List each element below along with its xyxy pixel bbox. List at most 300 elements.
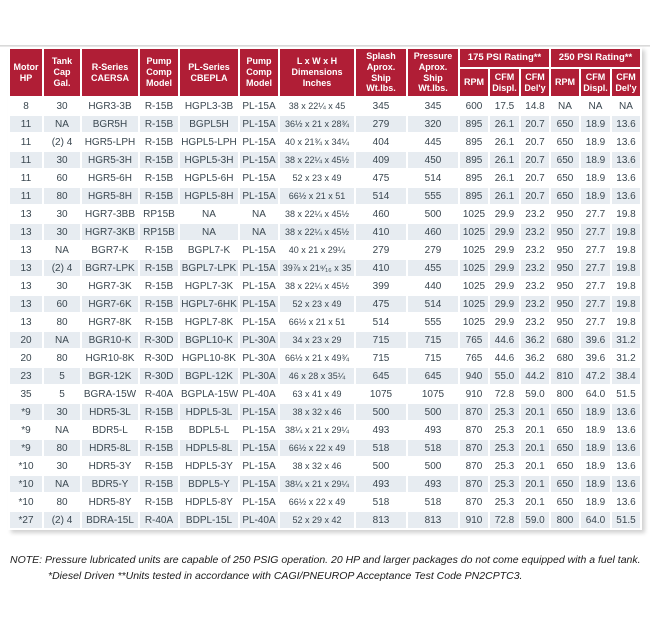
cell-psi250-cfm-dely: 19.8 (612, 278, 640, 294)
sub-header-psi175-1: CFM Displ. (490, 69, 519, 96)
table-row (10, 350, 640, 366)
table-row (10, 314, 640, 330)
cell-pump-comp-model-r: R-15B (140, 170, 178, 186)
cell-psi250-cfm-displ: 18.9 (581, 152, 610, 168)
cell-splash-ship-wt: 645 (356, 368, 406, 384)
cell-pump-comp-model-r: R-15B (140, 152, 178, 168)
cell-pump-comp-model-r: R-30D (140, 368, 178, 384)
cell-pump-comp-model-r: R-15B (140, 134, 178, 150)
cell-r-series-model: BDR5-Y (82, 476, 138, 492)
cell-psi250-cfm-displ: 18.9 (581, 404, 610, 420)
cell-pump-comp-model-r: R-15B (140, 404, 178, 420)
cell-psi175-cfm-displ: 25.3 (490, 494, 519, 510)
cell-psi250-cfm-displ: 27.7 (581, 260, 610, 276)
cell-motor-hp: *10 (10, 458, 42, 474)
cell-pressure-ship-wt: 440 (408, 278, 458, 294)
cell-pressure-ship-wt: 715 (408, 332, 458, 348)
cell-psi250-cfm-displ: 18.9 (581, 116, 610, 132)
cell-pump-comp-model-pl: PL-15A (240, 278, 278, 294)
cell-r-series-model: HDR5-8L (82, 440, 138, 456)
cell-dimensions: 39⅞ x 21⁹⁄₁₆ x 35 (280, 260, 354, 276)
cell-splash-ship-wt: 493 (356, 476, 406, 492)
cell-psi175-cfm-dely: 20.1 (521, 404, 549, 420)
table-row (10, 170, 640, 186)
cell-r-series-model: BGR5H (82, 116, 138, 132)
cell-psi250-cfm-dely: 31.2 (612, 350, 640, 366)
cell-psi250-cfm-dely: 51.5 (612, 386, 640, 402)
header-splash_wt: Splash Aprox. Ship Wt.lbs. (356, 49, 406, 96)
cell-psi250-rpm: 650 (551, 476, 579, 492)
cell-dimensions: 46 x 28 x 35¼ (280, 368, 354, 384)
cell-dimensions: 38¼ x 21 x 29¼ (280, 476, 354, 492)
sub-header-psi250-1: CFM Displ. (581, 69, 610, 96)
cell-dimensions: 66½ x 21 x 49¾ (280, 350, 354, 366)
cell-dimensions: 40 x 21 x 29¼ (280, 242, 354, 258)
cell-splash-ship-wt: 404 (356, 134, 406, 150)
cell-tank-cap: NA (44, 116, 80, 132)
cell-pump-comp-model-r: R-30D (140, 350, 178, 366)
table-row (10, 368, 640, 384)
cell-splash-ship-wt: 279 (356, 116, 406, 132)
cell-splash-ship-wt: 345 (356, 98, 406, 114)
sub-header-psi175-0: RPM (460, 69, 488, 96)
cell-splash-ship-wt: 500 (356, 404, 406, 420)
cell-psi175-cfm-dely: 36.2 (521, 332, 549, 348)
cell-psi175-cfm-displ: 44.6 (490, 350, 519, 366)
cell-dimensions: 34 x 23 x 29 (280, 332, 354, 348)
cell-motor-hp: *10 (10, 494, 42, 510)
cell-psi250-cfm-displ: 27.7 (581, 242, 610, 258)
cell-pump-comp-model-pl: PL-15A (240, 152, 278, 168)
cell-pressure-ship-wt: 813 (408, 512, 458, 528)
cell-pump-comp-model-pl: PL-15A (240, 476, 278, 492)
cell-dimensions: 63 x 41 x 49 (280, 386, 354, 402)
cell-splash-ship-wt: 399 (356, 278, 406, 294)
cell-psi175-cfm-dely: 20.1 (521, 422, 549, 438)
cell-psi175-rpm: 895 (460, 134, 488, 150)
cell-psi175-rpm: 870 (460, 494, 488, 510)
cell-tank-cap: 30 (44, 98, 80, 114)
cell-psi175-cfm-dely: 20.7 (521, 152, 549, 168)
cell-pressure-ship-wt: 555 (408, 314, 458, 330)
cell-r-series-model: HGR7-3BB (82, 206, 138, 222)
table-row (10, 494, 640, 510)
cell-motor-hp: *9 (10, 440, 42, 456)
header-pump_comp_r: Pump Comp Model (140, 49, 178, 96)
cell-tank-cap: 80 (44, 440, 80, 456)
table-row (10, 386, 640, 402)
cell-r-series-model: HDR5-3Y (82, 458, 138, 474)
cell-pump-comp-model-pl: PL-15A (240, 260, 278, 276)
cell-psi175-rpm: 600 (460, 98, 488, 114)
cell-dimensions: 38¼ x 21 x 29¼ (280, 422, 354, 438)
cell-motor-hp: 11 (10, 188, 42, 204)
cell-psi250-cfm-dely: 19.8 (612, 206, 640, 222)
cell-r-series-model: BGR-12K (82, 368, 138, 384)
cell-psi175-rpm: 765 (460, 350, 488, 366)
cell-r-series-model: HGR5-8H (82, 188, 138, 204)
cell-motor-hp: 11 (10, 170, 42, 186)
cell-pl-series-model: BDPL-15L (180, 512, 238, 528)
cell-r-series-model: BGR10-K (82, 332, 138, 348)
table-row (10, 152, 640, 168)
cell-tank-cap: 80 (44, 494, 80, 510)
cell-dimensions: 40 x 21¾ x 34¼ (280, 134, 354, 150)
cell-pl-series-model: NA (180, 206, 238, 222)
cell-psi250-cfm-displ: 27.7 (581, 224, 610, 240)
cell-psi250-rpm: 950 (551, 224, 579, 240)
cell-psi175-rpm: 895 (460, 170, 488, 186)
cell-psi175-cfm-displ: 25.3 (490, 476, 519, 492)
cell-psi250-cfm-displ: 47.2 (581, 368, 610, 384)
header-motor_hp: Motor HP (10, 49, 42, 96)
cell-psi175-rpm: 1025 (460, 296, 488, 312)
cell-psi175-cfm-displ: 55.0 (490, 368, 519, 384)
cell-psi250-cfm-displ: 18.9 (581, 458, 610, 474)
cell-tank-cap: 80 (44, 350, 80, 366)
cell-psi175-rpm: 895 (460, 116, 488, 132)
table-row (10, 296, 640, 312)
cell-psi175-cfm-displ: 25.3 (490, 404, 519, 420)
table-row (10, 476, 640, 492)
cell-dimensions: 66½ x 22 x 49 (280, 494, 354, 510)
cell-pump-comp-model-pl: PL-40A (240, 512, 278, 528)
cell-pl-series-model: HDPL5-8L (180, 440, 238, 456)
cell-tank-cap: 5 (44, 368, 80, 384)
cell-pressure-ship-wt: 514 (408, 170, 458, 186)
cell-r-series-model: HGR5-6H (82, 170, 138, 186)
table-row (10, 206, 640, 222)
cell-pump-comp-model-r: R-15B (140, 422, 178, 438)
cell-splash-ship-wt: 475 (356, 170, 406, 186)
cell-pump-comp-model-pl: NA (240, 224, 278, 240)
cell-r-series-model: HGR7-3KB (82, 224, 138, 240)
cell-psi250-cfm-displ: 18.9 (581, 170, 610, 186)
header-pressure_wt: Pressure Aprox. Ship Wt.lbs. (408, 49, 458, 96)
cell-psi175-rpm: 870 (460, 440, 488, 456)
cell-pl-series-model: HGPL7-3K (180, 278, 238, 294)
cell-pressure-ship-wt: 500 (408, 458, 458, 474)
cell-motor-hp: 13 (10, 314, 42, 330)
cell-splash-ship-wt: 460 (356, 206, 406, 222)
cell-psi250-cfm-dely: 13.6 (612, 116, 640, 132)
cell-psi175-cfm-dely: 20.1 (521, 440, 549, 456)
cell-pl-series-model: HGPL5-LPH (180, 134, 238, 150)
cell-pump-comp-model-r: R-15B (140, 476, 178, 492)
cell-psi175-cfm-dely: 23.2 (521, 314, 549, 330)
cell-pl-series-model: HGPL5-6H (180, 170, 238, 186)
cell-r-series-model: BDRA-15L (82, 512, 138, 528)
sub-header-psi175-2: CFM Del'y (521, 69, 549, 96)
cell-pump-comp-model-r: R-15B (140, 494, 178, 510)
cell-tank-cap: 30 (44, 152, 80, 168)
cell-r-series-model: HDR5-8Y (82, 494, 138, 510)
cell-r-series-model: HDR5-3L (82, 404, 138, 420)
cell-r-series-model: BDR5-L (82, 422, 138, 438)
cell-pump-comp-model-pl: PL-30A (240, 350, 278, 366)
cell-pressure-ship-wt: 279 (408, 242, 458, 258)
cell-tank-cap: 30 (44, 404, 80, 420)
cell-dimensions: 52 x 23 x 49 (280, 296, 354, 312)
cell-pump-comp-model-pl: PL-15A (240, 314, 278, 330)
cell-dimensions: 38 x 22¼ x 45½ (280, 224, 354, 240)
cell-psi250-rpm: 950 (551, 206, 579, 222)
cell-psi250-cfm-dely: 13.6 (612, 458, 640, 474)
cell-psi250-rpm: 650 (551, 170, 579, 186)
cell-r-series-model: HGR7-6K (82, 296, 138, 312)
cell-tank-cap: (2) 4 (44, 260, 80, 276)
cell-pump-comp-model-pl: PL-15A (240, 116, 278, 132)
table-row (10, 458, 640, 474)
cell-psi175-cfm-dely: 20.7 (521, 134, 549, 150)
cell-motor-hp: *9 (10, 422, 42, 438)
cell-psi250-cfm-displ: 18.9 (581, 440, 610, 456)
table-row (10, 242, 640, 258)
cell-pressure-ship-wt: 320 (408, 116, 458, 132)
header-r_series: R-Series CAERSA (82, 49, 138, 96)
cell-tank-cap: 60 (44, 170, 80, 186)
cell-psi250-cfm-dely: 13.6 (612, 494, 640, 510)
table-row (10, 512, 640, 528)
cell-pl-series-model: BGPL7-LPK (180, 260, 238, 276)
cell-motor-hp: 20 (10, 332, 42, 348)
cell-tank-cap: NA (44, 332, 80, 348)
cell-psi250-cfm-displ: 27.7 (581, 206, 610, 222)
cell-pressure-ship-wt: 645 (408, 368, 458, 384)
cell-splash-ship-wt: 409 (356, 152, 406, 168)
cell-psi250-rpm: 950 (551, 260, 579, 276)
cell-pl-series-model: HGPL5-8H (180, 188, 238, 204)
cell-psi175-rpm: 870 (460, 458, 488, 474)
cell-splash-ship-wt: 813 (356, 512, 406, 528)
cell-splash-ship-wt: 475 (356, 296, 406, 312)
cell-pressure-ship-wt: 500 (408, 404, 458, 420)
cell-psi175-rpm: 870 (460, 476, 488, 492)
cell-psi250-cfm-displ: 64.0 (581, 512, 610, 528)
cell-pump-comp-model-r: R-15B (140, 314, 178, 330)
cell-pump-comp-model-r: RP15B (140, 224, 178, 240)
cell-pump-comp-model-pl: PL-15A (240, 440, 278, 456)
cell-psi175-cfm-dely: 23.2 (521, 278, 549, 294)
note-line-2: *Diesel Driven **Units tested in accordance with CAGI/PNEUROP Acceptance Test Code PN2CPTC3. (48, 569, 523, 582)
cell-psi175-cfm-displ: 26.1 (490, 188, 519, 204)
cell-pump-comp-model-r: R-15B (140, 458, 178, 474)
header-dimensions: L x W x H Dimensions Inches (280, 49, 354, 96)
cell-psi250-rpm: NA (551, 98, 579, 114)
cell-pressure-ship-wt: 455 (408, 260, 458, 276)
cell-tank-cap: NA (44, 476, 80, 492)
cell-tank-cap: 80 (44, 314, 80, 330)
cell-psi175-rpm: 895 (460, 152, 488, 168)
cell-motor-hp: 23 (10, 368, 42, 384)
cell-pressure-ship-wt: 514 (408, 296, 458, 312)
cell-tank-cap: 30 (44, 458, 80, 474)
cell-pressure-ship-wt: 493 (408, 422, 458, 438)
cell-psi175-cfm-dely: 14.8 (521, 98, 549, 114)
cell-psi250-cfm-dely: 13.6 (612, 440, 640, 456)
cell-pl-series-model: HDPL5-8Y (180, 494, 238, 510)
cell-pressure-ship-wt: 460 (408, 224, 458, 240)
cell-motor-hp: 11 (10, 152, 42, 168)
cell-psi175-cfm-dely: 23.2 (521, 242, 549, 258)
cell-psi175-cfm-dely: 23.2 (521, 296, 549, 312)
cell-psi175-rpm: 1025 (460, 278, 488, 294)
cell-psi175-rpm: 940 (460, 368, 488, 384)
cell-motor-hp: 13 (10, 224, 42, 240)
cell-psi175-cfm-displ: 26.1 (490, 116, 519, 132)
cell-splash-ship-wt: 410 (356, 260, 406, 276)
cell-psi250-rpm: 650 (551, 116, 579, 132)
cell-pump-comp-model-r: R-30D (140, 332, 178, 348)
cell-psi250-rpm: 950 (551, 314, 579, 330)
header-pump_comp_pl: Pump Comp Model (240, 49, 278, 96)
cell-psi250-cfm-displ: 27.7 (581, 296, 610, 312)
cell-psi175-cfm-displ: 44.6 (490, 332, 519, 348)
cell-psi250-cfm-displ: 39.6 (581, 350, 610, 366)
cell-splash-ship-wt: 715 (356, 332, 406, 348)
cell-dimensions: 38 x 22¼ x 45½ (280, 152, 354, 168)
cell-pump-comp-model-pl: PL-15A (240, 422, 278, 438)
cell-tank-cap: 30 (44, 278, 80, 294)
cell-psi250-cfm-displ: 18.9 (581, 494, 610, 510)
cell-pump-comp-model-r: R-15B (140, 296, 178, 312)
cell-psi250-rpm: 680 (551, 350, 579, 366)
cell-dimensions: 38 x 22¼ x 45½ (280, 206, 354, 222)
cell-psi175-cfm-displ: 26.1 (490, 152, 519, 168)
cell-psi175-cfm-displ: 26.1 (490, 170, 519, 186)
cell-pressure-ship-wt: 345 (408, 98, 458, 114)
cell-psi175-cfm-dely: 23.2 (521, 224, 549, 240)
cell-pump-comp-model-pl: PL-15A (240, 494, 278, 510)
cell-pump-comp-model-r: R-15B (140, 188, 178, 204)
cell-pl-series-model: NA (180, 224, 238, 240)
cell-psi250-rpm: 680 (551, 332, 579, 348)
cell-r-series-model: BGR7-LPK (82, 260, 138, 276)
cell-psi250-rpm: 950 (551, 296, 579, 312)
cell-pl-series-model: BGPL10-K (180, 332, 238, 348)
cell-pump-comp-model-r: R-40A (140, 386, 178, 402)
cell-psi175-cfm-dely: 44.2 (521, 368, 549, 384)
table-row (10, 116, 640, 132)
cell-psi250-cfm-displ: 27.7 (581, 314, 610, 330)
cell-pump-comp-model-r: R-15B (140, 440, 178, 456)
cell-psi250-rpm: 800 (551, 512, 579, 528)
cell-psi250-rpm: 650 (551, 134, 579, 150)
cell-psi250-cfm-dely: 19.8 (612, 242, 640, 258)
cell-dimensions: 38 x 32 x 46 (280, 404, 354, 420)
cell-psi250-rpm: 650 (551, 458, 579, 474)
cell-psi250-rpm: 810 (551, 368, 579, 384)
cell-motor-hp: 13 (10, 242, 42, 258)
footnotes (10, 553, 642, 585)
cell-psi175-rpm: 765 (460, 332, 488, 348)
cell-psi175-cfm-displ: 29.9 (490, 296, 519, 312)
header-tank_cap: Tank Cap Gal. (44, 49, 80, 96)
cell-pl-series-model: HGPL10-8K (180, 350, 238, 366)
cell-psi175-rpm: 895 (460, 188, 488, 204)
cell-dimensions: 66½ x 22 x 49 (280, 440, 354, 456)
cell-pl-series-model: HDPL5-3L (180, 404, 238, 420)
cell-psi250-cfm-dely: 19.8 (612, 224, 640, 240)
cell-splash-ship-wt: 493 (356, 422, 406, 438)
cell-pump-comp-model-r: R-15B (140, 116, 178, 132)
cell-splash-ship-wt: 1075 (356, 386, 406, 402)
cell-psi175-rpm: 1025 (460, 242, 488, 258)
cell-psi175-cfm-dely: 23.2 (521, 260, 549, 276)
cell-psi250-rpm: 800 (551, 386, 579, 402)
cell-psi250-cfm-dely: 13.6 (612, 170, 640, 186)
cell-pump-comp-model-r: R-15B (140, 260, 178, 276)
cell-psi250-cfm-dely: NA (612, 98, 640, 114)
cell-pump-comp-model-pl: PL-15A (240, 98, 278, 114)
cell-psi250-cfm-dely: 13.6 (612, 404, 640, 420)
table-row (10, 98, 640, 114)
cell-r-series-model: BGRA-15W (82, 386, 138, 402)
cell-tank-cap: NA (44, 242, 80, 258)
cell-pump-comp-model-pl: PL-15A (240, 188, 278, 204)
table-row (10, 278, 640, 294)
cell-pl-series-model: HGPL3-3B (180, 98, 238, 114)
cell-r-series-model: HGR5-LPH (82, 134, 138, 150)
cell-psi175-rpm: 1025 (460, 224, 488, 240)
cell-psi175-cfm-displ: 25.3 (490, 422, 519, 438)
cell-dimensions: 36½ x 21 x 28¾ (280, 116, 354, 132)
header-row-top (10, 49, 640, 67)
table-row (10, 224, 640, 240)
cell-psi250-cfm-dely: 19.8 (612, 296, 640, 312)
cell-tank-cap: NA (44, 422, 80, 438)
cell-pump-comp-model-pl: PL-15A (240, 296, 278, 312)
cell-pressure-ship-wt: 555 (408, 188, 458, 204)
cell-tank-cap: 30 (44, 224, 80, 240)
cell-psi250-cfm-displ: 64.0 (581, 386, 610, 402)
cell-psi175-cfm-displ: 29.9 (490, 260, 519, 276)
cell-pump-comp-model-pl: PL-40A (240, 386, 278, 402)
cell-psi175-cfm-displ: 29.9 (490, 314, 519, 330)
table-row (10, 332, 640, 348)
spec-table-container (8, 47, 642, 530)
cell-psi175-rpm: 910 (460, 386, 488, 402)
table-row (10, 422, 640, 438)
cell-pl-series-model: BGPLA-15W (180, 386, 238, 402)
cell-psi250-rpm: 950 (551, 242, 579, 258)
cell-psi250-cfm-displ: 18.9 (581, 188, 610, 204)
header-pl_series: PL-Series CBEPLA (180, 49, 238, 96)
cell-psi175-rpm: 870 (460, 404, 488, 420)
cell-tank-cap: 60 (44, 296, 80, 312)
cell-psi175-rpm: 1025 (460, 206, 488, 222)
cell-psi250-cfm-dely: 19.8 (612, 260, 640, 276)
cell-motor-hp: *9 (10, 404, 42, 420)
table-row (10, 134, 640, 150)
cell-pl-series-model: BGPL7-K (180, 242, 238, 258)
cell-r-series-model: HGR7-3K (82, 278, 138, 294)
cell-psi250-rpm: 950 (551, 278, 579, 294)
cell-psi175-rpm: 1025 (460, 314, 488, 330)
cell-psi175-cfm-dely: 20.7 (521, 188, 549, 204)
cell-pressure-ship-wt: 518 (408, 440, 458, 456)
cell-psi175-cfm-dely: 20.1 (521, 458, 549, 474)
cell-motor-hp: 20 (10, 350, 42, 366)
cell-dimensions: 66½ x 21 x 51 (280, 314, 354, 330)
note-line-1: NOTE: Pressure lubricated units are capable of 250 PSIG operation. 20 HP and larger packages do not come equipped with a fuel tank. (10, 554, 641, 566)
cell-r-series-model: BGR7-K (82, 242, 138, 258)
cell-psi175-cfm-displ: 29.9 (490, 224, 519, 240)
cell-psi175-cfm-displ: 29.9 (490, 278, 519, 294)
sub-header-psi250-0: RPM (551, 69, 579, 96)
cell-psi250-rpm: 650 (551, 494, 579, 510)
cell-dimensions: 38 x 22¼ x 45½ (280, 278, 354, 294)
